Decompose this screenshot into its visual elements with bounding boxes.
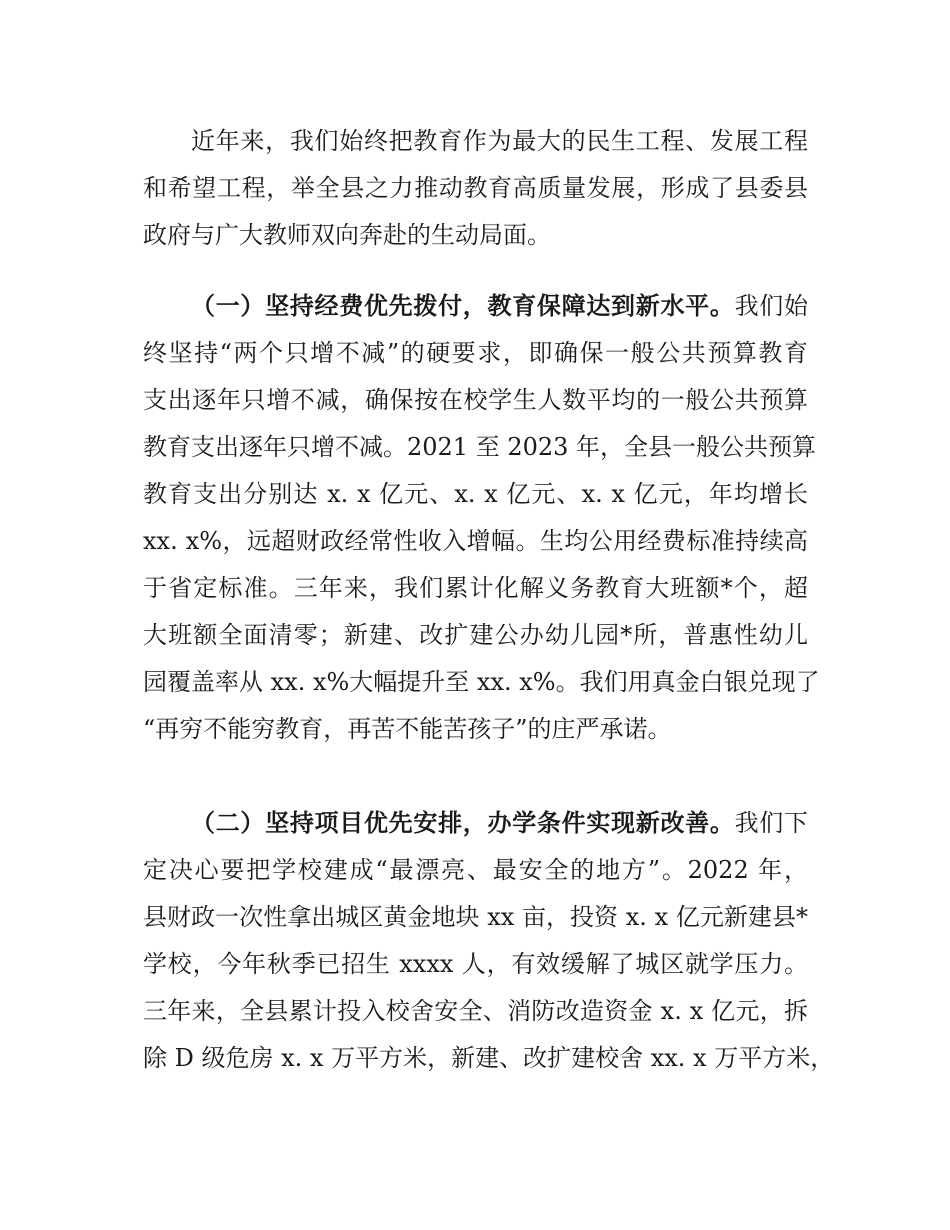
section-2-line: 定决心要把学校建成“最漂亮、最安全的地方”。2022 年， bbox=[143, 856, 808, 884]
section-1-paragraph bbox=[143, 283, 820, 753]
section-2-first-line bbox=[143, 800, 808, 847]
section-2-heading: （二）坚持项目优先安排，办学条件实现新改善。 bbox=[191, 809, 735, 837]
intro-line-3: 政府与广大教师双向奔赴的生动局面。 bbox=[143, 221, 551, 249]
section-2-first-tail: 我们下 bbox=[734, 809, 809, 837]
section-1-first-line bbox=[143, 283, 808, 330]
section-1-line: 大班额全面清零；新建、改扩建公办幼儿园*所，普惠性幼儿 bbox=[143, 621, 808, 649]
section-2-line: 除 D 级危房 x. x 万平方米，新建、改扩建校舍 xx. x 万平方米， bbox=[143, 1044, 835, 1072]
section-1-line: 教育支出逐年只增不减。2021 至 2023 年，全县一般公共预算 bbox=[143, 433, 817, 461]
section-1-first-tail: 我们始 bbox=[734, 292, 809, 320]
section-2-line: 三年来，全县累计投入校舍安全、消防改造资金 x. x 亿元，拆 bbox=[143, 997, 808, 1025]
section-1-line: 教育支出分别达 x. x 亿元、x. x 亿元、x. x 亿元，年均增长 bbox=[143, 480, 808, 508]
section-1-heading: （一）坚持经费优先拨付，教育保障达到新水平。 bbox=[191, 292, 735, 320]
intro-line-2: 和希望工程，举全县之力推动教育高质量发展，形成了县委县 bbox=[143, 174, 808, 202]
intro-line-1: 近年来，我们始终把教育作为最大的民生工程、发展工程 bbox=[191, 127, 808, 155]
section-1-line: 支出逐年只增不减，确保按在校学生人数平均的一般公共预算 bbox=[143, 386, 808, 414]
section-1-line: 园覆盖率从 xx. x%大幅提升至 xx. x%。我们用真金白银兑现了 bbox=[143, 668, 820, 696]
section-1-line: 终坚持“两个只增不减”的硬要求，即确保一般公共预算教育 bbox=[143, 339, 808, 367]
intro-paragraph bbox=[143, 118, 808, 259]
section-2-line: 县财政一次性拿出城区黄金地块 xx 亩，投资 x. x 亿元新建县* bbox=[143, 903, 808, 931]
section-1-line: 于省定标准。三年来，我们累计化解义务教育大班额*个，超 bbox=[143, 574, 808, 602]
section-1-line: “再穷不能穷教育，再苦不能苦孩子”的庄严承诺。 bbox=[143, 715, 672, 743]
section-2-line: 学校，今年秋季已招生 xxxx 人，有效缓解了城区就学压力。 bbox=[143, 950, 808, 978]
section-1-line: xx. x%，远超财政经常性收入增幅。生均公用经费标准持续高 bbox=[143, 527, 808, 555]
section-2-paragraph bbox=[143, 800, 835, 1082]
